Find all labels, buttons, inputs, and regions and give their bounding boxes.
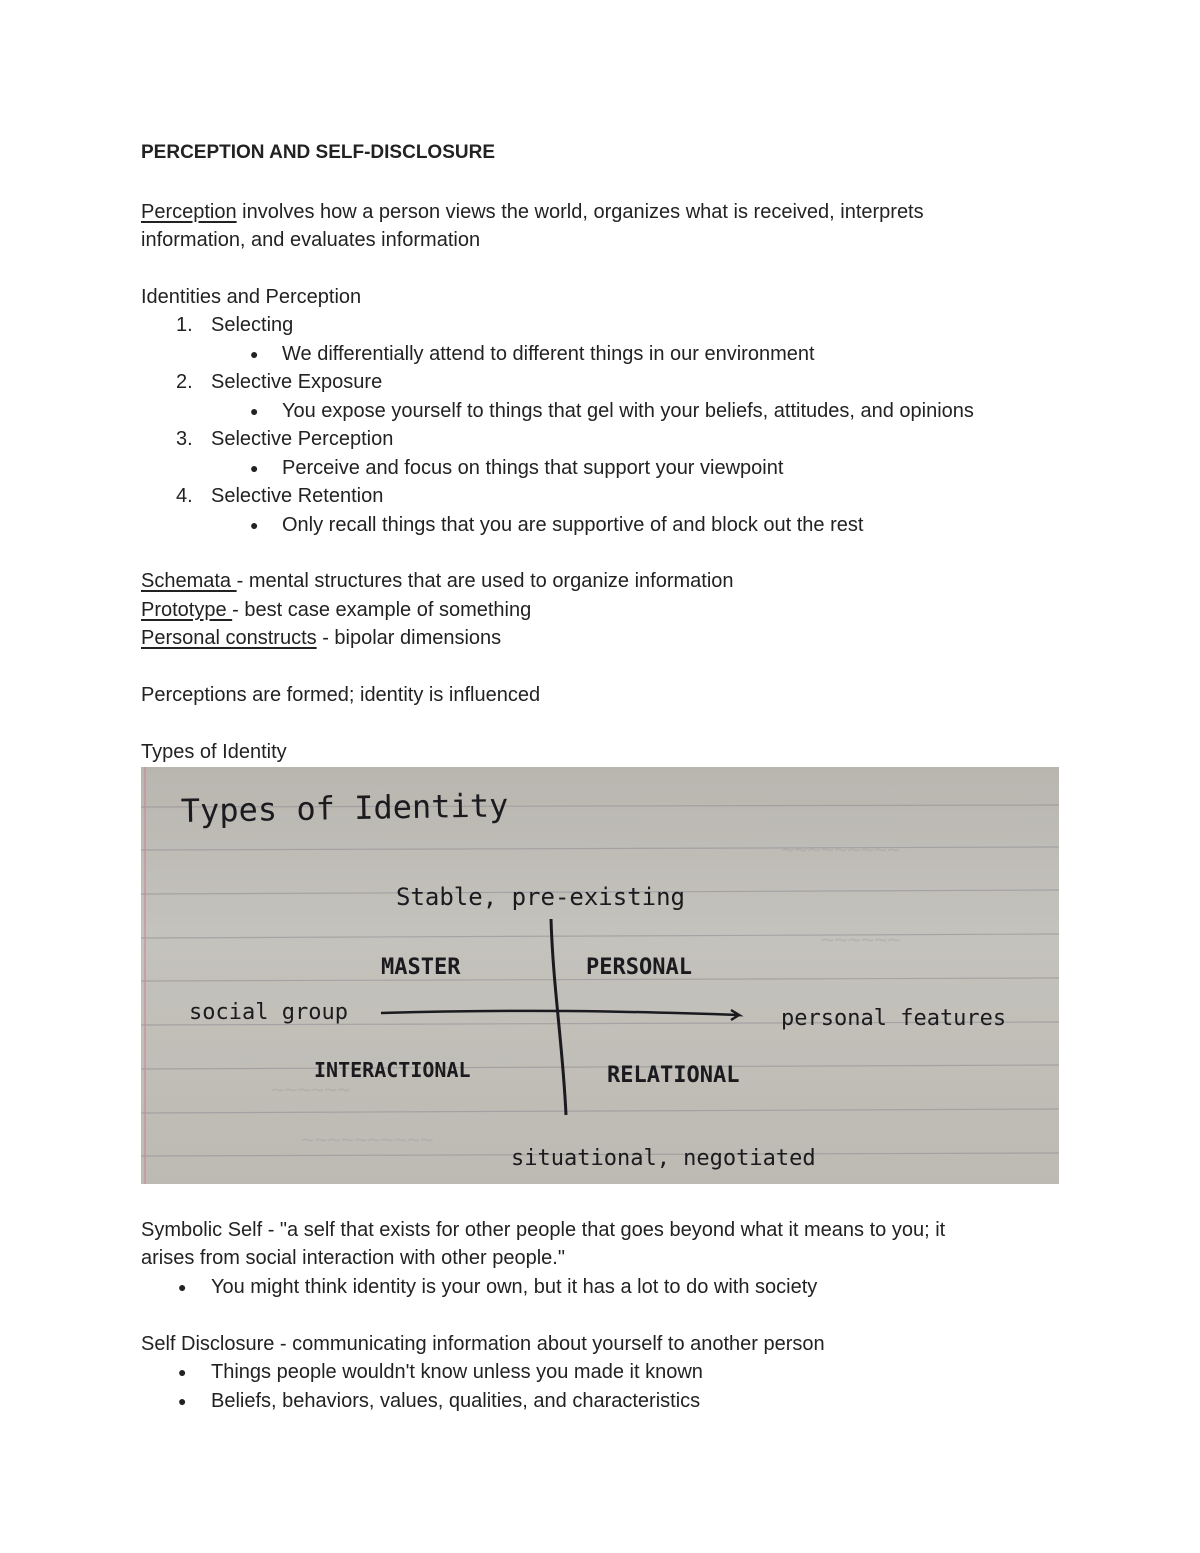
page-title: PERCEPTION AND SELF-DISCLOSURE [141, 142, 495, 163]
hw-quadrant-relational: RELATIONAL [607, 1063, 740, 1088]
definition-text: - best case example of something [232, 599, 532, 621]
self-disclosure-line: Self Disclosure - communicating information about yourself to another person [141, 1333, 825, 1355]
perception-definition: involves how a person views the world, organizes what is received, interprets [236, 201, 924, 223]
definition-schemata [141, 569, 734, 593]
bullet-dot-icon: ● [178, 1364, 187, 1380]
list-item-detail: Only recall things that you are supportive of and block out the rest [282, 514, 864, 536]
definition-text: - mental structures that are used to organize information [236, 570, 734, 592]
horizontal-axis-line [381, 1010, 739, 1020]
list-number: 1. [176, 314, 193, 336]
definition-personal-constructs [141, 626, 501, 650]
definition-prototype [141, 598, 531, 622]
self-disclosure-bullet: Things people wouldn't know unless you made it known [211, 1361, 703, 1383]
hw-quadrant-personal: PERSONAL [586, 955, 692, 980]
list-item-label: Selective Retention [211, 485, 384, 507]
definition-term: Personal constructs [141, 627, 317, 649]
list-number: 2. [176, 371, 193, 393]
symbolic-self-line-1: Symbolic Self - "a self that exists for other people that goes beyond what it means to you; it [141, 1219, 946, 1241]
perception-line-1 [141, 200, 924, 224]
symbolic-self-line-2: arises from social interaction with other people." [141, 1247, 565, 1269]
hw-title: Types of Identity [180, 786, 509, 830]
hw-quadrant-interactional: INTERACTIONAL [314, 1058, 471, 1082]
handwritten-notes-photo [141, 767, 1059, 1184]
list-item-detail: We differentially attend to different things in our environment [282, 343, 815, 365]
perception-term: Perception [141, 201, 237, 223]
list-item-label: Selective Exposure [211, 371, 383, 393]
definition-term: Prototype [141, 599, 233, 621]
hw-quadrant-master: MASTER [381, 955, 461, 980]
definition-term: Schemata [141, 570, 237, 592]
vertical-axis-line [551, 919, 566, 1115]
hw-top-label: Stable, pre-existing [396, 883, 685, 911]
list-number: 3. [176, 428, 193, 450]
bullet-dot-icon: ● [178, 1393, 187, 1409]
list-item-label: Selective Perception [211, 428, 394, 450]
self-disclosure-bullet: Beliefs, behaviors, values, qualities, and characteristics [211, 1390, 701, 1412]
perception-line-2: information, and evaluates information [141, 229, 481, 251]
list-item-label: Selecting [211, 314, 294, 336]
list-item-detail: Perceive and focus on things that support your viewpoint [282, 457, 784, 479]
notebook-page-svg [141, 767, 1059, 1184]
list-number: 4. [176, 485, 193, 507]
svg-text:~~~~~~: ~~~~~~ [821, 928, 901, 953]
hw-right-label: personal features [781, 1006, 1007, 1031]
svg-text:~~~~~~~~~: ~~~~~~~~~ [781, 838, 901, 863]
perceptions-formed: Perceptions are formed; identity is influenced [141, 684, 541, 706]
list-item-detail: You expose yourself to things that gel with your beliefs, attitudes, and opinions [282, 400, 974, 422]
bullet-dot-icon: ● [250, 346, 259, 362]
bullet-dot-icon: ● [250, 517, 259, 533]
symbolic-self-bullet: You might think identity is your own, but it has a lot to do with society [211, 1276, 818, 1298]
bullet-dot-icon: ● [250, 403, 259, 419]
hw-bottom-label: situational, negotiated [511, 1146, 816, 1171]
bullet-dot-icon: ● [178, 1279, 187, 1295]
definition-text: - bipolar dimensions [316, 627, 502, 649]
ruled-lines [141, 805, 1059, 1156]
types-of-identity-heading: Types of Identity [141, 741, 287, 763]
bullet-dot-icon: ● [250, 460, 259, 476]
svg-text:~~~~~~~~~~: ~~~~~~~~~~ [301, 1128, 434, 1153]
identities-heading: Identities and Perception [141, 286, 362, 308]
hw-left-label: social group [189, 1000, 348, 1025]
svg-text:~~~~~~: ~~~~~~ [271, 1078, 351, 1103]
